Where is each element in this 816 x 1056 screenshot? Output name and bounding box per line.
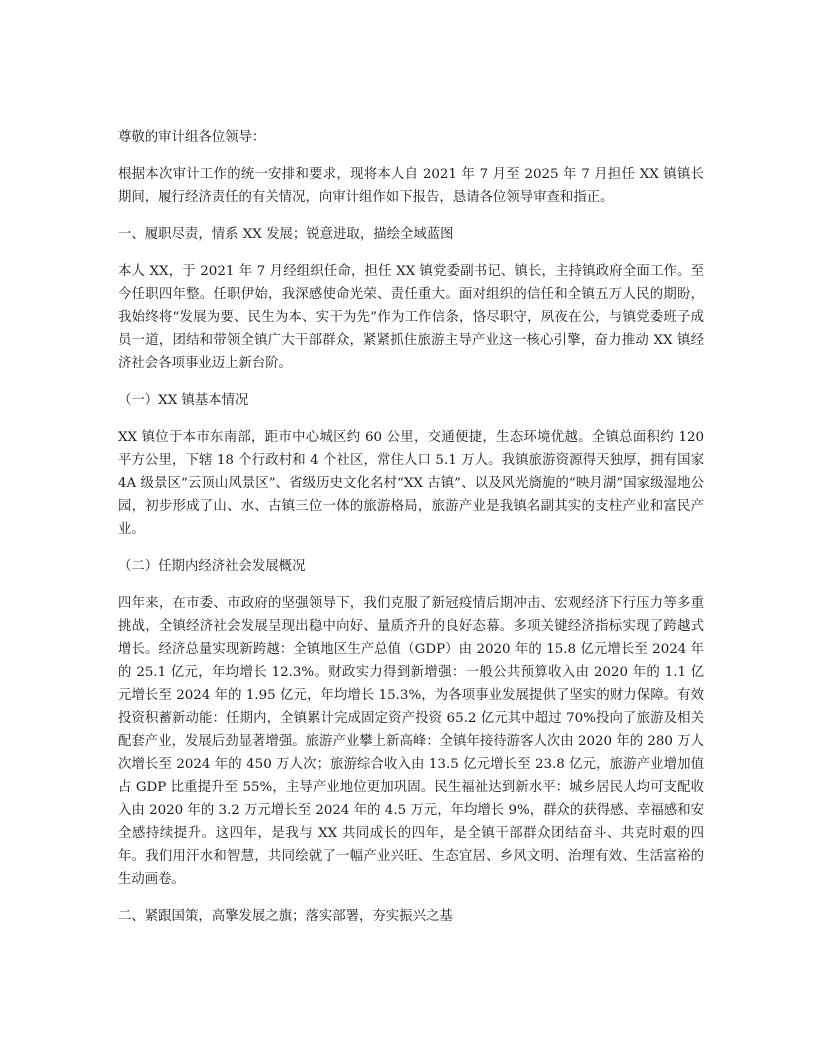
subsection-1-heading: （一）XX 镇基本情况 bbox=[118, 393, 249, 408]
subsection-1-paragraph: XX 镇位于本市东南部，距市中心城区约 60 公里，交通便捷，生态环境优越。全镇总面积约 120 平方公里，下辖 18 个行政村和 4 个社区，常住人口 5.1 万人。我镇旅游资源得天独厚，拥有国家 4A 级景区“云顶山风景区”、省级历史文化名村“XX 古镇”、以及风光旖旎的“映月湖”国家级湿地公园，初步形成了山、水、古镇三位一体的旅游格局，旅游产业是我镇名副其实的支柱产业和富民产业。 bbox=[118, 430, 704, 537]
intro-paragraph: 根据本次审计工作的统一安排和要求，现将本人自 2021 年 7 月至 2025 年 7 月担任 XX 镇镇长期间，履行经济责任的有关情况，向审计组作如下报告，恳请各位领导审查和指正。 bbox=[118, 167, 704, 205]
subsection-2-heading: （二）任期内经济社会发展概况 bbox=[118, 559, 306, 574]
salutation: 尊敬的审计组各位领导： bbox=[118, 130, 266, 145]
section-2-heading: 二、紧跟国策，高擎发展之旗；落实部署，夯实振兴之基 bbox=[118, 909, 453, 924]
subsection-2-paragraph: 四年来，在市委、市政府的坚强领导下，我们克服了新冠疫情后期冲击、宏观经济下行压力等多重挑战，全镇经济社会发展呈现出稳中向好、量质齐升的良好态幕。多项关键经济指标实现了跨越式增长。经济总量实现新跨越：全镇地区生产总值（GDP）由 2020 年的 15.8 亿元增长至 2024 年的 25.1 亿元，年均增长 12.3%。财政实力得到新增强：一般公共预算收入由 2020 年的 1.1 亿元增长至 2024 年的 1.95 亿元，年均增长 15.3%，为各项事业发展提供了坚实的财力保障。有效投资积蓄新动能：任期内，全镇累计完成固定资产投资 65.2 亿元其中超过 70%投向了旅游及相关配套产业，发展后劲显著增强。旅游产业攀上新高峰：全镇年接待游客人次由 2020 年的 280 万人次增长至 2024 年的 450 万人次；旅游综合收入由 13.5 亿元增长至 23.8 亿元，旅游产业增加值占 GDP 比重提升至 55%，主导产业地位更加巩固。民生福祉达到新水平：城乡居民人均可支配收入由 2020 年的 3.2 万元增长至 2024 年的 4.5 万元，年均增长 9%，群众的获得感、幸福感和安全感持续提升。这四年，是我与 XX 共同成长的四年，是全镇干部群众团结奋斗、共克时艰的四年。我们用汗水和智慧，共同绘就了一幅产业兴旺、生态宜居、乡风文明、治理有效、生活富裕的生动画卷。 bbox=[118, 596, 704, 887]
section-1-heading: 一、履职尽责，情系 XX 发展；锐意进取，描绘全域蓝图 bbox=[118, 227, 454, 242]
document-page bbox=[118, 126, 704, 942]
section-1-paragraph: 本人 XX，于 2021 年 7 月经组织任命，担任 XX 镇党委副书记、镇长，主持镇政府全面工作。至今任职四年整。任职伊始，我深感使命光荣、责任重大。面对组织的信任和全镇五万人民的期盼，我始终将“发展为要、民生为本、实干为先”作为工作信条，恪尽职守，夙夜在公，与镇党委班子成员一道，团结和带领全镇广大干部群众，紧紧抓住旅游主导产业这一核心引擎，奋力推动 XX 镇经济社会各项事业迈上新台阶。 bbox=[118, 264, 704, 371]
